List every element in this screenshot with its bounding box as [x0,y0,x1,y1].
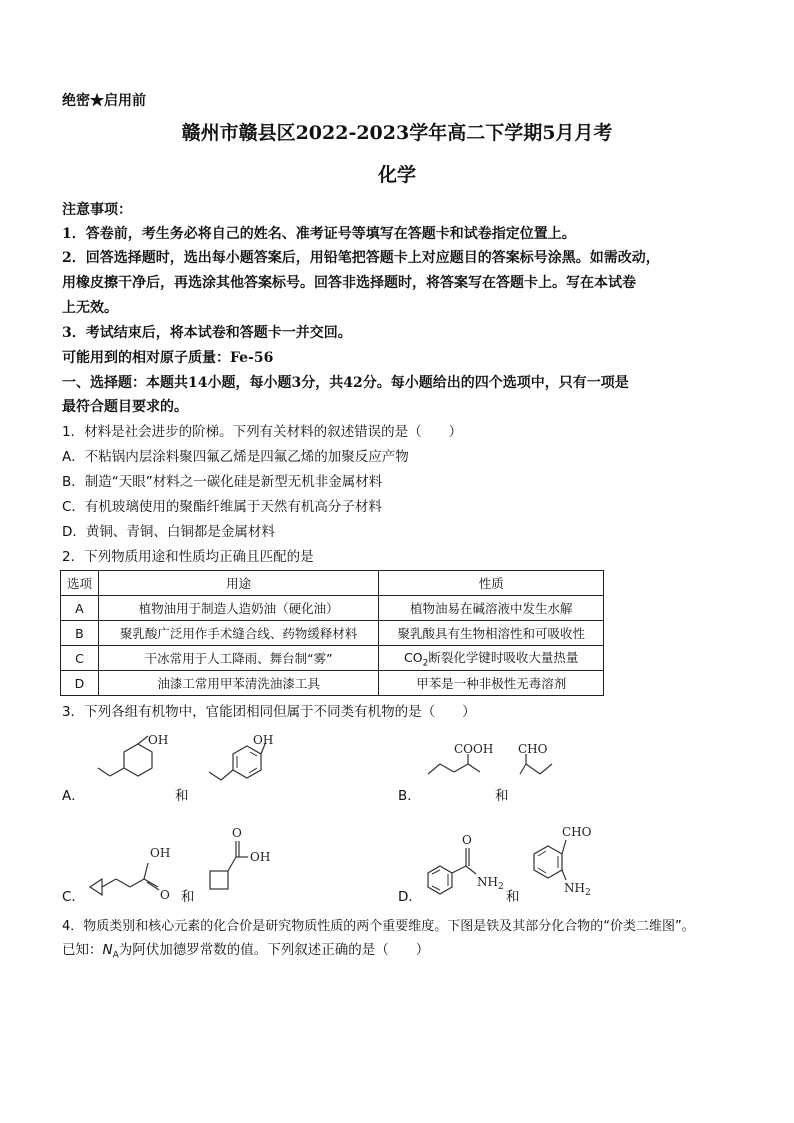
table-cell: 聚乳酸广泛用作手术缝合线、药物缓释材料 [98,621,378,646]
molecule-benzamide [420,828,510,900]
notes-heading: 注意事项： [62,202,132,218]
question-1-option-d: D．黄铜、青铜、白铜都是金属材料 [62,524,275,540]
question-2-stem: 2．下列物质用途和性质均正确且匹配的是 [62,549,314,565]
table-header: 选项 [61,571,99,596]
question-4-line2 [62,938,762,969]
table-cell: 干冰常用于人工降雨、舞台制“雾” [98,646,378,671]
q4-prefix: 已知： [62,942,103,958]
table-header: 性质 [379,571,604,596]
o-label: O [160,888,170,902]
table-cell: 油漆工常用甲苯清洗油漆工具 [98,671,378,696]
exam-title: 赣州市赣县区2022-2023学年高二下学期5月月考 [181,122,613,144]
molecule-cyclopropyl-acid [84,835,184,905]
option-d-label: D． [398,889,422,905]
table-header-row [61,571,604,596]
table-row [61,596,604,621]
subscript: 2 [422,658,429,669]
oh-label: OH [148,733,168,747]
question-1-option-a: A．不粘锅内层涂料聚四氟乙烯是四氟乙烯的加聚反应产物 [62,449,409,465]
question-4-line1: 4．物质类别和核心元素的化合价是研究物质性质的两个重要维度。下图是铁及其部分化合物的“价类二维图”。 [62,919,695,934]
question-3-stem: 3．下列各组有机物中，官能团相同但属于不同类有机物的是（ ） [62,704,476,720]
oh-label: OH [150,846,171,860]
molecule-cyclohexanol [88,730,168,790]
co2-formula: CO [404,649,423,665]
molecule-aldehyde [512,742,582,792]
confidential-mark: 绝密★启用前 [62,93,146,109]
table-cell: D [61,671,99,696]
nh2-label: $NH_2$ [477,875,504,892]
and-text: 和 [181,889,195,905]
nh2-label: $NH_2$ [564,881,591,897]
question-1-stem: 1．材料是社会进步的阶梯。下列有关材料的叙述错误的是（ ） [62,424,463,440]
and-text: 和 [175,788,189,804]
avogadro-subscript: A [112,950,119,961]
note-item: 3．考试结束后，将本试卷和答题卡一并交回。 [62,325,352,341]
table-cell: C [61,646,99,671]
table-header: 用途 [98,571,378,596]
question-2-table [60,570,604,696]
avogadro-symbol: N [102,942,113,958]
option-a-label: A． [62,788,85,804]
o-label: O [462,833,472,847]
molecule-cyclobutane-acid [198,825,283,900]
option-b-label: B． [398,788,421,804]
table-row [61,646,604,671]
table-cell: 聚乳酸具有生物相溶性和可吸收性 [379,621,604,646]
o-label: O [232,826,242,840]
note-item: 2．回答选择题时，选出每小题答案后，用铅笔把答题卡上对应题目的答案标号涂黑。如需改动， [62,250,660,266]
atomic-mass-note: 可能用到的相对原子质量：Fe-56 [62,350,274,366]
cooh-label: COOH [454,742,494,756]
note-item: 用橡皮擦干净后，再选涂其他答案标号。回答非选择题时，将答案写在答题卡上。写在本试卷 [62,275,636,291]
section-heading: 一、选择题：本题共14小题，每小题3分，共42分。每小题给出的四个选项中，只有一项是 [62,375,629,391]
table-cell: 植物油易在碱溶液中发生水解 [379,596,604,621]
cho-label: CHO [518,742,548,756]
question-1-option-c: C．有机玻璃使用的聚酯纤维属于天然有机高分子材料 [62,499,382,515]
exam-subject: 化学 [377,164,416,186]
and-text: 和 [495,788,509,804]
note-item: 上无效。 [62,300,118,316]
note-item: 1．答卷前，考生务必将自己的姓名、准考证号等填写在答题卡和试卷指定位置上。 [62,226,576,242]
table-cell: A [61,596,99,621]
table-cell: B [61,621,99,646]
table-row [61,621,604,646]
molecule-aminobenzaldehyde [520,822,610,897]
option-c-label: C． [62,889,85,905]
section-heading-cont: 最符合题目要求的。 [62,399,188,415]
and-text: 和 [506,889,520,905]
oh-label: OH [250,850,271,864]
molecule-phenol [195,730,285,790]
table-cell-text: 断裂化学键时吸收大量热量 [428,649,579,665]
q4-suffix: 为阿伏加德罗常数的值。下列叙述正确的是（ ） [118,942,430,958]
table-row [61,671,604,696]
oh-label: OH [253,733,274,747]
table-cell: 植物油用于制造人造奶油（硬化油） [98,596,378,621]
cho-label: CHO [562,825,592,839]
table-cell: 甲苯是一种非极性无毒溶剂 [379,671,604,696]
molecule-carboxylic-acid [420,742,500,792]
question-1-option-b: B．制造“天眼”材料之一碳化硅是新型无机非金属材料 [62,474,383,490]
table-cell [379,646,604,671]
